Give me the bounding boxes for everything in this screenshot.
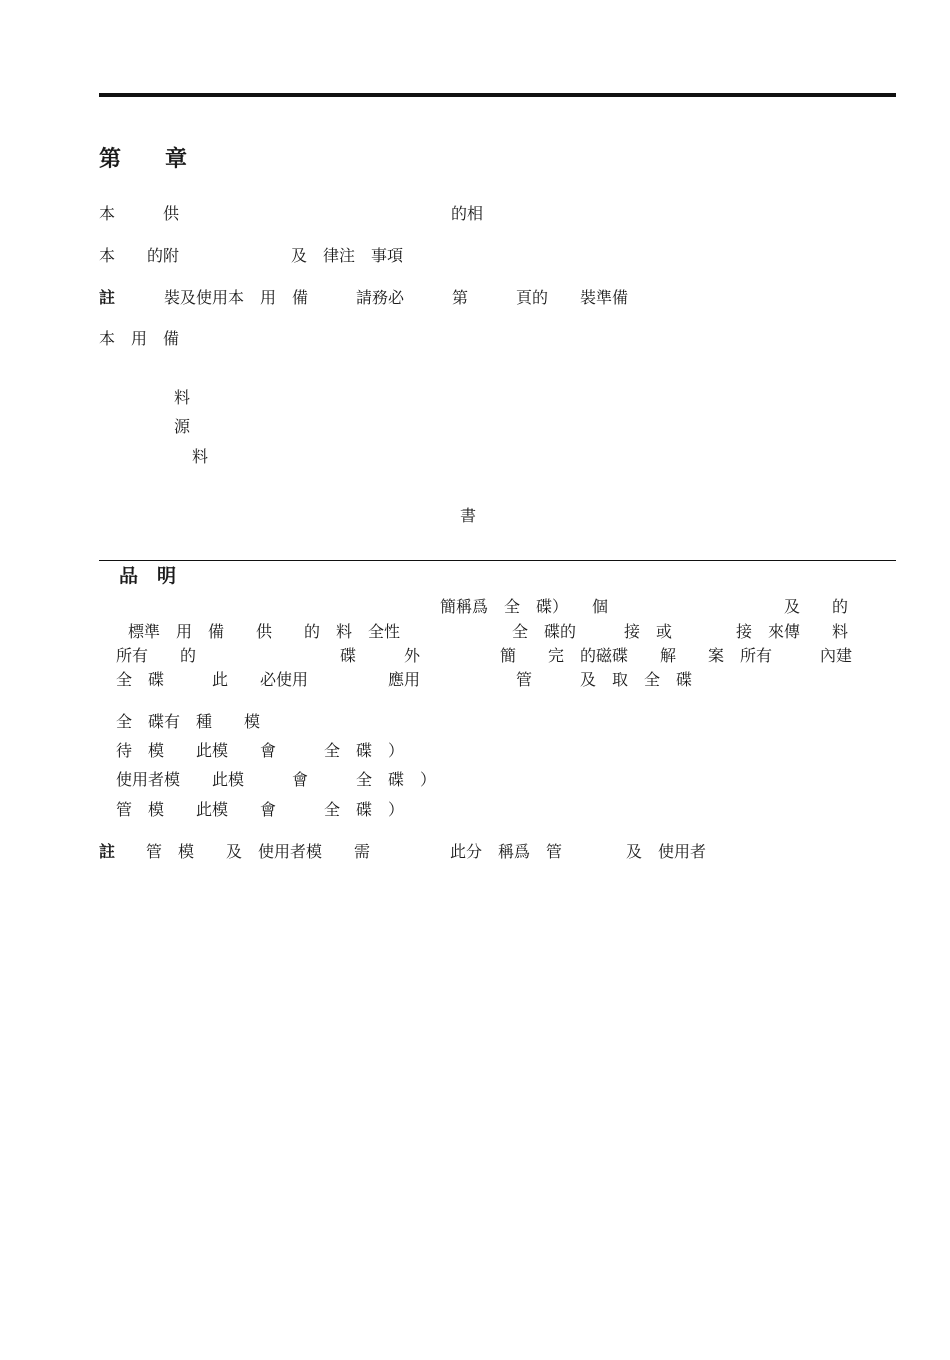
mode-item-3: 管 模 此模 會 全 碟 ） bbox=[116, 800, 405, 819]
mode-item-2: 使用者模 此模 會 全 碟 ） bbox=[116, 770, 437, 789]
list-item-1: 料 bbox=[174, 388, 191, 407]
section-heading: 品 明 bbox=[119, 565, 177, 587]
section-rule bbox=[99, 560, 896, 561]
reference-text: 書 bbox=[460, 506, 477, 525]
intro-line-4: 本 用 備 bbox=[99, 329, 180, 348]
intro-note-label: 註 bbox=[99, 288, 116, 307]
chapter-title: 第 章 bbox=[99, 147, 188, 172]
list-item-3: 料 bbox=[192, 447, 209, 466]
section-para-line-3: 所有 的 碟 外 簡 完 的磁碟 解 案 所有 內建 bbox=[116, 646, 853, 665]
section-note-text: 管 模 及 使用者模 需 此分 稱爲 管 及 使用者 bbox=[146, 842, 707, 861]
intro-line-1: 本 供 的相 bbox=[99, 204, 484, 223]
section-para-line-4: 全 碟 此 必使用 應用 管 及 取 全 碟 bbox=[116, 670, 693, 689]
top-rule bbox=[99, 93, 896, 97]
intro-note-text: 裝及使用本 用 備 請務必 第 頁的 裝準備 bbox=[164, 288, 629, 307]
mode-item-1: 待 模 此模 會 全 碟 ） bbox=[116, 741, 405, 760]
list-item-2: 源 bbox=[174, 417, 191, 436]
intro-line-2: 本 的附 及 律注 事項 bbox=[99, 246, 404, 265]
section-para-line-2: 標準 用 備 供 的 料 全性 全 碟的 接 或 接 來傳 料 bbox=[128, 622, 849, 641]
modes-intro: 全 碟有 種 模 bbox=[116, 712, 261, 731]
section-para-line-1: 簡稱爲 全 碟） 個 及 的 bbox=[440, 597, 849, 616]
section-note-label: 註 bbox=[99, 842, 116, 861]
